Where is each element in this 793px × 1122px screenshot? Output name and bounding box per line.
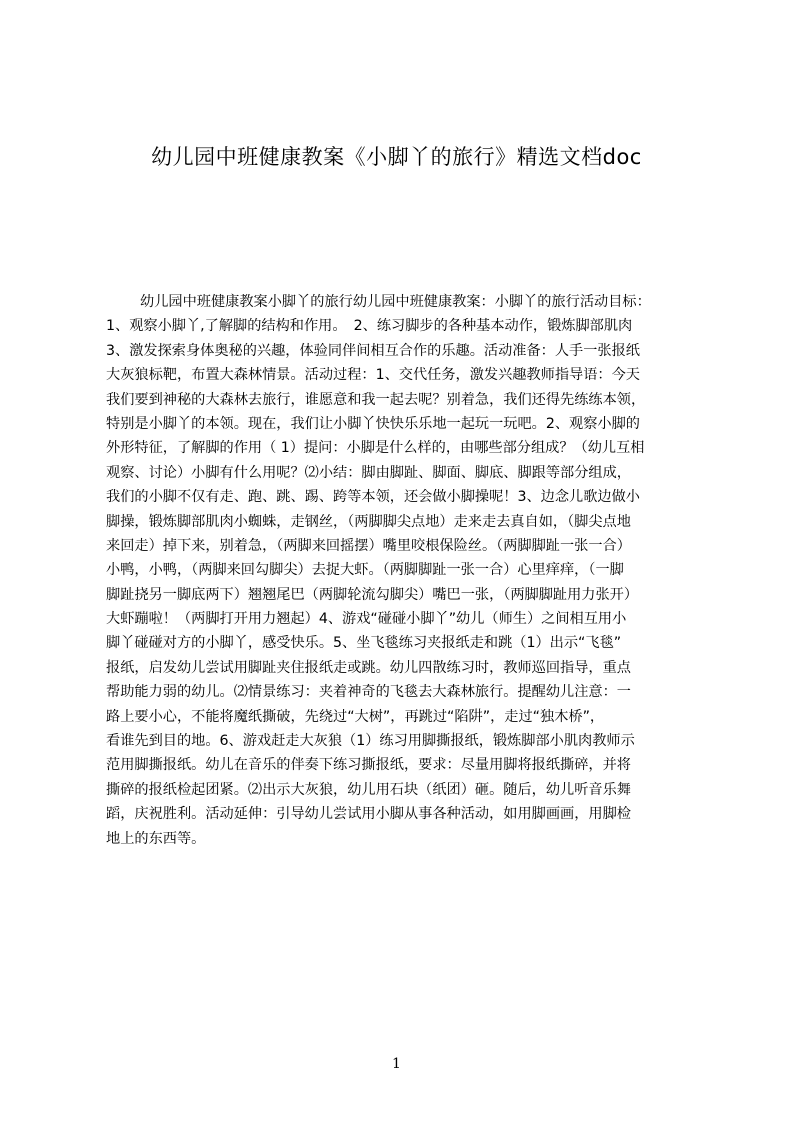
body-line: 帮助能力弱的幼儿。⑵情景练习：夹着神奇的飞毯去大森林旅行。提醒幼儿注意：一: [106, 684, 631, 701]
page-number: 1: [392, 1056, 401, 1072]
body-line: 我们的小脚不仅有走、跑、跳、踢、跨等本领，还会做小脚操呢！3、边念儿歌边做小: [106, 489, 640, 506]
body-line: 蹈，庆祝胜利。活动延伸：引导幼儿尝试用小脚从事各种活动，如用脚画画，用脚检: [106, 806, 631, 823]
body-line: 来回走）掉下来，别着急，（两脚来回摇摆）嘴里咬根保险丝。（两脚脚趾一张一合）: [106, 537, 631, 554]
body-line: 看谁先到目的地。6、游戏赶走大灰狼（1）练习用脚撕报纸，锻炼脚部小肌肉教师示: [106, 733, 635, 750]
body-line: 脚趾挠另一脚底两下）翘翘尾巴（两脚轮流勾脚尖）嘴巴一张，（两脚脚趾用力张开）: [106, 586, 639, 603]
body-line: 地上的东西等。: [106, 830, 206, 847]
body-line: 幼儿园中班健康教案小脚丫的旅行幼儿园中班健康教案：小脚丫的旅行活动目标：: [140, 294, 651, 310]
body-line: 特别是小脚丫的本领。现在，我们让小脚丫快快乐乐地一起玩一玩吧。2、观察小脚的: [106, 415, 640, 432]
body-line: 观察、讨论）小脚有什么用呢？⑵小结：脚由脚趾、脚面、脚底、脚跟等部分组成，: [106, 464, 631, 481]
body-line: 大虾蹦啦！（两脚打开用力翘起）4、游戏“碰碰小脚丫”幼儿（师生）之间相互用小: [106, 611, 627, 628]
body-line: 报纸，启发幼儿尝试用脚趾夹住报纸走或跳。幼儿四散练习时，教师巡回指导，重点: [106, 659, 631, 676]
body-line: 脚丫碰碰对方的小脚丫，感受快乐。5、坐飞毯练习夹报纸走和跳（1）出示“飞毯”: [106, 635, 622, 652]
body-line: 大灰狼标靶，布置大森林情景。活动过程：1、交代任务，激发兴趣教师指导语：今天: [106, 367, 640, 384]
body-line: 小鸭，小鸭，（两脚来回勾脚尖）去捉大虾。（两脚脚趾一张一合）心里痒痒，（一脚: [106, 562, 624, 579]
body-line: 路上要小心，不能将魔纸撕破，先绕过“大树”，再跳过“陷阱”，走过“独木桥”，: [106, 708, 605, 725]
document-title: 幼儿园中班健康教案《小脚丫的旅行》精选文档doc: [151, 145, 642, 169]
body-line: 外形特征，了解脚的作用（ 1）提问：小脚是什么样的，由哪些部分组成？（幼儿互相: [106, 440, 645, 457]
document-body: [106, 290, 698, 851]
body-line: 3、激发探索身体奥秘的兴趣，体验同伴间相互合作的乐趣。活动准备：人手一张报纸: [106, 342, 640, 359]
body-line: 范用脚撕报纸。幼儿在音乐的伴奏下练习撕报纸，要求：尽量用脚将报纸撕碎，并将: [106, 757, 631, 774]
body-line: 我们要到神秘的大森林去旅行，谁愿意和我一起去呢？别着急，我们还得先练练本领，: [106, 391, 646, 408]
body-line: 1、观察小脚丫,了解脚的结构和作用。 2、练习脚步的各种基本动作，锻炼脚部肌肉: [106, 318, 633, 335]
body-line: 撕碎的报纸检起团紧。⑵出示大灰狼，幼儿用石块（纸团）砸。随后，幼儿听音乐舞: [106, 781, 631, 798]
body-line: 脚操，锻炼脚部肌肉小蜘蛛，走钢丝，（两脚脚尖点地）走来走去真自如，（脚尖点地: [106, 513, 631, 530]
